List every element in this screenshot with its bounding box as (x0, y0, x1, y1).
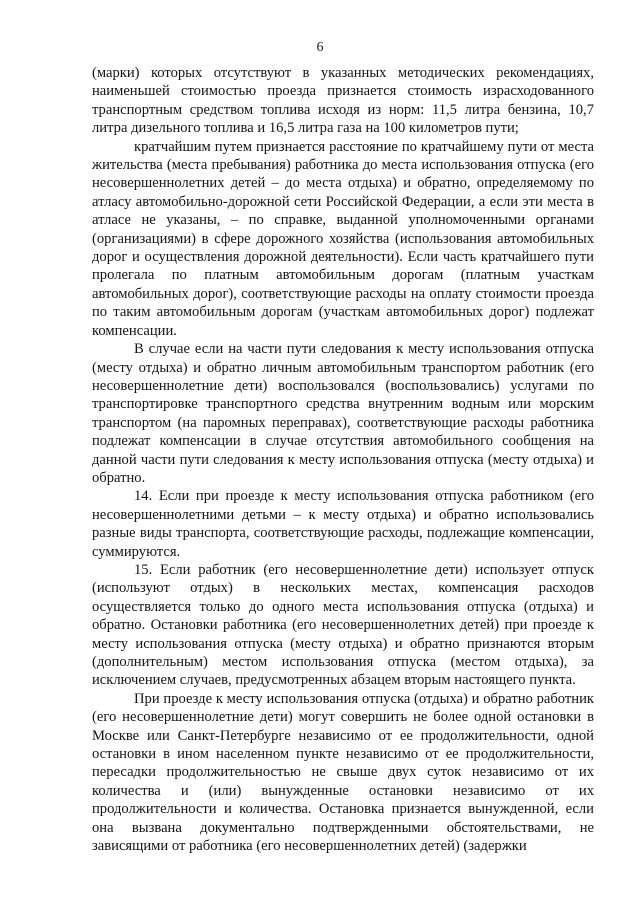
paragraph-stopovers: При проезде к месту использования отпуска (отдыха) и обратно работник (его несовершеннолетние дети) могут совершить не более одной остановки в Москве или Санкт-Петербурге независимо от ее продолжительности, одной остановки в ином населенном пункте независимо от ее продолжительности, пересадки продолжительностью не свыше двух суток независимо от их количества и (или) вынужденные остановки независимо от их продолжительности и количества. Остановка признается вынужденной, если она вызвана документально подтвержденными обстоятельствами, не зависящими от работника (его несовершеннолетних детей) (задержки (92, 690, 594, 855)
document-body (92, 64, 594, 855)
paragraph-water-transport: В случае если на части пути следования к месту использования отпуска (месту отдыха) и обратно личным автомобильным транспортом работник (его несовершеннолетние дети) воспользовался (воспользовались) услугами по транспортировке транспортного средства внутренним водным или морским транспортом (на паромных переправах), соответствующие расходы работника подлежат компенсации в случае отсутствия автомобильного сообщения на данной части пути следования к месту использования отпуска (месту отдыха) и обратно. (92, 341, 594, 486)
paragraph-item-14: 14. Если при проезде к месту использования отпуска работником (его несовершеннолетними детьми – к месту отдыха) и обратно использовались разные виды транспорта, соответствующие расходы, подлежащие компенсации, суммируются. (92, 488, 594, 560)
page-number: 6 (316, 40, 324, 55)
paragraph-shortest-path: кратчайшим путем признается расстояние по кратчайшему пути от места жительства (места пребывания) работника до места использования отпуска (его несовершеннолетних детей – до места отдыха) и обратно, определяемому по атласу автомобильно-дорожной сети Российской Федерации, а если эти места в атласе не указаны, – по справке, выданной уполномоченными органами (организациями) в сфере дорожного хозяйства (использования автомобильных дорог и осуществления дорожной деятельности). Если часть кратчайшего пути пролегала по платным автомобильным дорогам (платным участкам автомобильных дорог), соответствующие расходы на оплату стоимости проезда по таким автомобильным дорогам (участкам автомобильных дорог) подлежат компенсации. (92, 138, 594, 339)
paragraph-item-15: 15. Если работник (его несовершеннолетние дети) использует отпуск (используют отдых) в нескольких местах, компенсация расходов осуществляется только до одного места использования отпуска (отдыха) и обратно. Остановки работника (его несовершеннолетних детей) при проезде к месту использования отпуска (месту отдыха) и обратно признаются вторым (дополнительным) местом использования отпуска (местом отдыха), за исключением случаев, предусмотренных абзацем вторым настоящего пункта. (92, 561, 594, 689)
paragraph-fuel-norms: (марки) которых отсутствуют в указанных методических рекомендациях, наименьшей стоимостью проезда признается стоимость израсходованного транспортным средством топлива исходя из норм: 11,5 литра бензина, 10,7 литра дизельного топлива и 16,5 литра газа на 100 километров пути; (92, 65, 594, 137)
